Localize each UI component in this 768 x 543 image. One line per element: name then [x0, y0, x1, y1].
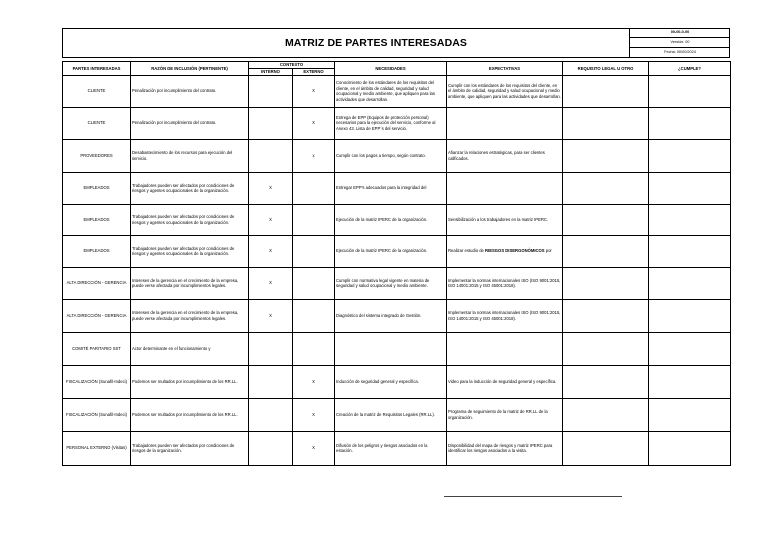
document-code: 00-00-0-00	[630, 28, 730, 38]
compliance-cell	[649, 235, 731, 267]
expectation-cell	[447, 365, 563, 398]
table-row	[63, 204, 731, 235]
external-cell	[293, 299, 335, 332]
requirement-cell	[563, 398, 649, 431]
requirement-cell	[563, 332, 649, 365]
compliance-cell	[649, 365, 731, 398]
internal-cell	[249, 75, 293, 107]
requirement-cell	[563, 431, 649, 465]
requirement-cell	[563, 172, 649, 204]
reason-cell: Penalización por incumplimiento del contrato.	[131, 75, 249, 107]
external-cell: X	[293, 398, 335, 431]
stakeholder-cell: EMPLEADOS	[63, 204, 131, 235]
stakeholder-cell: EMPLEADOS	[63, 235, 131, 267]
internal-cell: X	[249, 172, 293, 204]
compliance-cell	[649, 107, 731, 139]
requirement-cell	[563, 75, 649, 107]
requirement-cell	[563, 365, 649, 398]
internal-cell	[249, 139, 293, 172]
expectation-cell	[447, 172, 563, 204]
reason-cell: Podemos ser multados por incumplimiento de los RR.LL.	[131, 398, 249, 431]
expectation-cell	[447, 235, 563, 267]
table-row	[63, 398, 731, 431]
reason-cell: Trabajadores pueden ser afectados por condiciones de riesgos y agentes ocupacionales de la organización.	[131, 235, 249, 267]
compliance-cell	[649, 299, 731, 332]
need-cell: Entregar EPP's adecuados para la integridad del	[335, 172, 447, 204]
need-cell	[335, 332, 447, 365]
reason-cell: Trabajadores pueden ser afectados por condiciones de riesgos y agentes ocupacionales de la organización.	[131, 204, 249, 235]
document-version: Versión: 00	[630, 38, 730, 48]
reason-cell: Desabastecimiento de los recursos para ejecución del servicio.	[131, 139, 249, 172]
external-cell	[293, 332, 335, 365]
external-cell	[293, 235, 335, 267]
expectation-tail: por	[544, 248, 552, 254]
compliance-cell	[649, 204, 731, 235]
compliance-cell	[649, 267, 731, 299]
table-row	[63, 299, 731, 332]
expectation-cell	[447, 332, 563, 365]
external-cell: X	[293, 365, 335, 398]
external-cell: X	[293, 431, 335, 465]
signature-line	[444, 496, 622, 497]
need-cell: Cumplir con normativa legal vigente en materia de seguridad y salud ocupacional y medio ambiente.	[335, 267, 447, 299]
compliance-cell	[649, 172, 731, 204]
expectation-cell	[447, 267, 563, 299]
need-cell: Conocimiento de los estándares de los requisitos del cliente, en el ámbito de calidad, seguridad y salud ocupacional y medio ambiente, que apliquen para las actividades que desarrollan.	[335, 75, 447, 107]
reason-cell: Trabajadores pueden ser afectados por condiciones de riesgos de la organización.	[131, 431, 249, 465]
reason-cell: Trabajadores pueden ser afectados por condiciones de riesgos y agentes ocupacionales de la organización.	[131, 172, 249, 204]
compliance-cell	[649, 75, 731, 107]
compliance-cell	[649, 139, 731, 172]
header-interno: INTERNO	[249, 69, 293, 76]
need-cell: Ejecución de la matriz IPERC de la organización.	[335, 235, 447, 267]
page-title: MATRIZ DE PARTES INTERESADAS	[284, 37, 468, 49]
requirement-cell	[563, 204, 649, 235]
document-meta	[629, 28, 730, 58]
stakeholder-cell: ALTA DIRECCIÓN - GERENCIA	[63, 299, 131, 332]
internal-cell	[249, 398, 293, 431]
expectation-cell	[447, 107, 563, 139]
table-row	[63, 431, 731, 465]
compliance-cell	[649, 332, 731, 365]
header-necesidades: NECESIDADES	[335, 62, 447, 76]
stakeholder-cell: EMPLEADOS	[63, 172, 131, 204]
external-cell: X	[293, 75, 335, 107]
expectation-cell	[447, 299, 563, 332]
need-cell: Cumplir con los pagos a tiempo, según contrato.	[335, 139, 447, 172]
reason-cell: Intereses de la gerencia en el crecimiento de la empresa, puede verse afectada por incumplimientos legales.	[131, 267, 249, 299]
expectation-cell	[447, 398, 563, 431]
external-cell	[293, 267, 335, 299]
expectation-text: Cumplir con los estándares de los requisitos del cliente, en el ámbito de calidad, seguridad y salud ocupacional y medio ambiente, que apliquen para las actividades que desarrollan.	[448, 82, 561, 99]
reason-cell: Podemos ser multados por incumplimiento de los RR.LL.	[131, 365, 249, 398]
expectation-cell	[447, 75, 563, 107]
external-cell	[293, 204, 335, 235]
stakeholder-cell: CLIENTE	[63, 75, 131, 107]
header-expectativas: EXPECTATIVAS	[447, 62, 563, 76]
requirement-cell	[563, 139, 649, 172]
header-cumple: ¿CUMPLE?	[649, 62, 731, 76]
matrix-body	[63, 75, 731, 465]
compliance-cell	[649, 398, 731, 431]
need-cell: Creación de la matriz de Requisitos Legales (RR.LL).	[335, 398, 447, 431]
need-cell: Inducción de seguridad general y específica.	[335, 365, 447, 398]
reason-cell: Intereses de la gerencia en el crecimiento de la empresa, puede verse afectada por incumplimientos legales.	[131, 299, 249, 332]
internal-cell: X	[249, 267, 293, 299]
requirement-cell	[563, 235, 649, 267]
external-cell: x	[293, 139, 335, 172]
internal-cell: X	[249, 299, 293, 332]
expectation-text: Implementar la normas internacionales ISO (ISO 9001:2015, ISO 14001:2015 y ISO 45001:2018).	[448, 277, 561, 289]
internal-cell: X	[249, 204, 293, 235]
external-cell: X	[293, 107, 335, 139]
requirement-cell	[563, 107, 649, 139]
stakeholder-cell: FISCALIZACIÓN (Sunafil-Indeci)	[63, 365, 131, 398]
expectation-text: Afianzar la relaciones estratégicas, para ser clientes calificados.	[448, 150, 545, 161]
compliance-cell	[649, 431, 731, 465]
header-partes: PARTES INTERESADAS	[63, 62, 131, 76]
external-cell	[293, 172, 335, 204]
expectation-emphasis: RIESGOS DISERGONÓMICOS	[485, 248, 545, 254]
stakeholder-cell: CLIENTE	[63, 107, 131, 139]
requirement-cell	[563, 267, 649, 299]
stakeholder-cell: FISCALIZACIÓN (Sunafil-Indeci)	[63, 398, 131, 431]
header-razon: RAZÓN DE INCLUSIÓN (PERTINENTE)	[131, 62, 249, 76]
stakeholder-cell: PERSONAL EXTERNO (Visitas)	[63, 431, 131, 465]
stakeholder-cell: ALTA DIRECCIÓN - GERENCIA	[63, 267, 131, 299]
stakeholder-matrix	[62, 61, 731, 466]
expectation-cell	[447, 204, 563, 235]
internal-cell	[249, 107, 293, 139]
expectation-text: Disponibilidad del mapa de riesgos y matriz IPERC para identificar los riesgos asociados a la visita.	[448, 442, 553, 454]
expectation-text: Sensibilización a los trabajadores en la matriz IPERC.	[448, 216, 549, 222]
stakeholder-cell: COMITÉ PARITARIO SST	[63, 332, 131, 365]
need-cell: Entrega de EPP (Equipos de protección personal) necesarios para la ejecución del servicio, conforme al Anexo 43. Lista de EPP´s del servicio.	[335, 107, 447, 139]
internal-cell	[249, 365, 293, 398]
document-date: Fecha: 00/00/2024	[664, 50, 696, 54]
table-row	[63, 172, 731, 204]
need-cell: Ejecución de la matriz IPERC de la organización.	[335, 204, 447, 235]
reason-cell: Actor determinante en el funcionamiento y	[131, 332, 249, 365]
internal-cell: X	[249, 235, 293, 267]
table-row	[63, 75, 731, 107]
internal-cell	[249, 431, 293, 465]
table-row	[63, 267, 731, 299]
header-externo: EXTERNO	[293, 69, 335, 76]
reason-cell: Penalización por incumplimiento del contrato.	[131, 107, 249, 139]
header-contexto: CONTEXTO	[249, 62, 335, 69]
need-cell: Diagnóstico del sistema integrado de Gestión.	[335, 299, 447, 332]
table-row	[63, 365, 731, 398]
need-cell: Difusión de los peligros y riesgos asociados en la estación.	[335, 431, 447, 465]
requirement-cell	[563, 299, 649, 332]
header-requisito: REQUISITO LEGAL U OTRO	[563, 62, 649, 76]
expectation-text: Realizar estudio de	[448, 248, 486, 254]
expectation-cell	[447, 431, 563, 465]
table-row	[63, 332, 731, 365]
expectation-text: Programa de seguimiento de la matriz de RR.LL de la organización.	[448, 409, 548, 420]
expectation-text: Implementar la normas internacionales ISO (ISO 9001:2015, ISO 14001:2015 y ISO 45001:2018).	[448, 310, 561, 321]
expectation-cell	[447, 139, 563, 172]
stakeholder-cell: PROVEEDORES	[63, 139, 131, 172]
internal-cell	[249, 332, 293, 365]
table-row	[63, 235, 731, 267]
table-row	[63, 139, 731, 172]
table-row	[63, 107, 731, 139]
expectation-text: Video para la inducción de seguridad general y específica.	[448, 378, 557, 384]
